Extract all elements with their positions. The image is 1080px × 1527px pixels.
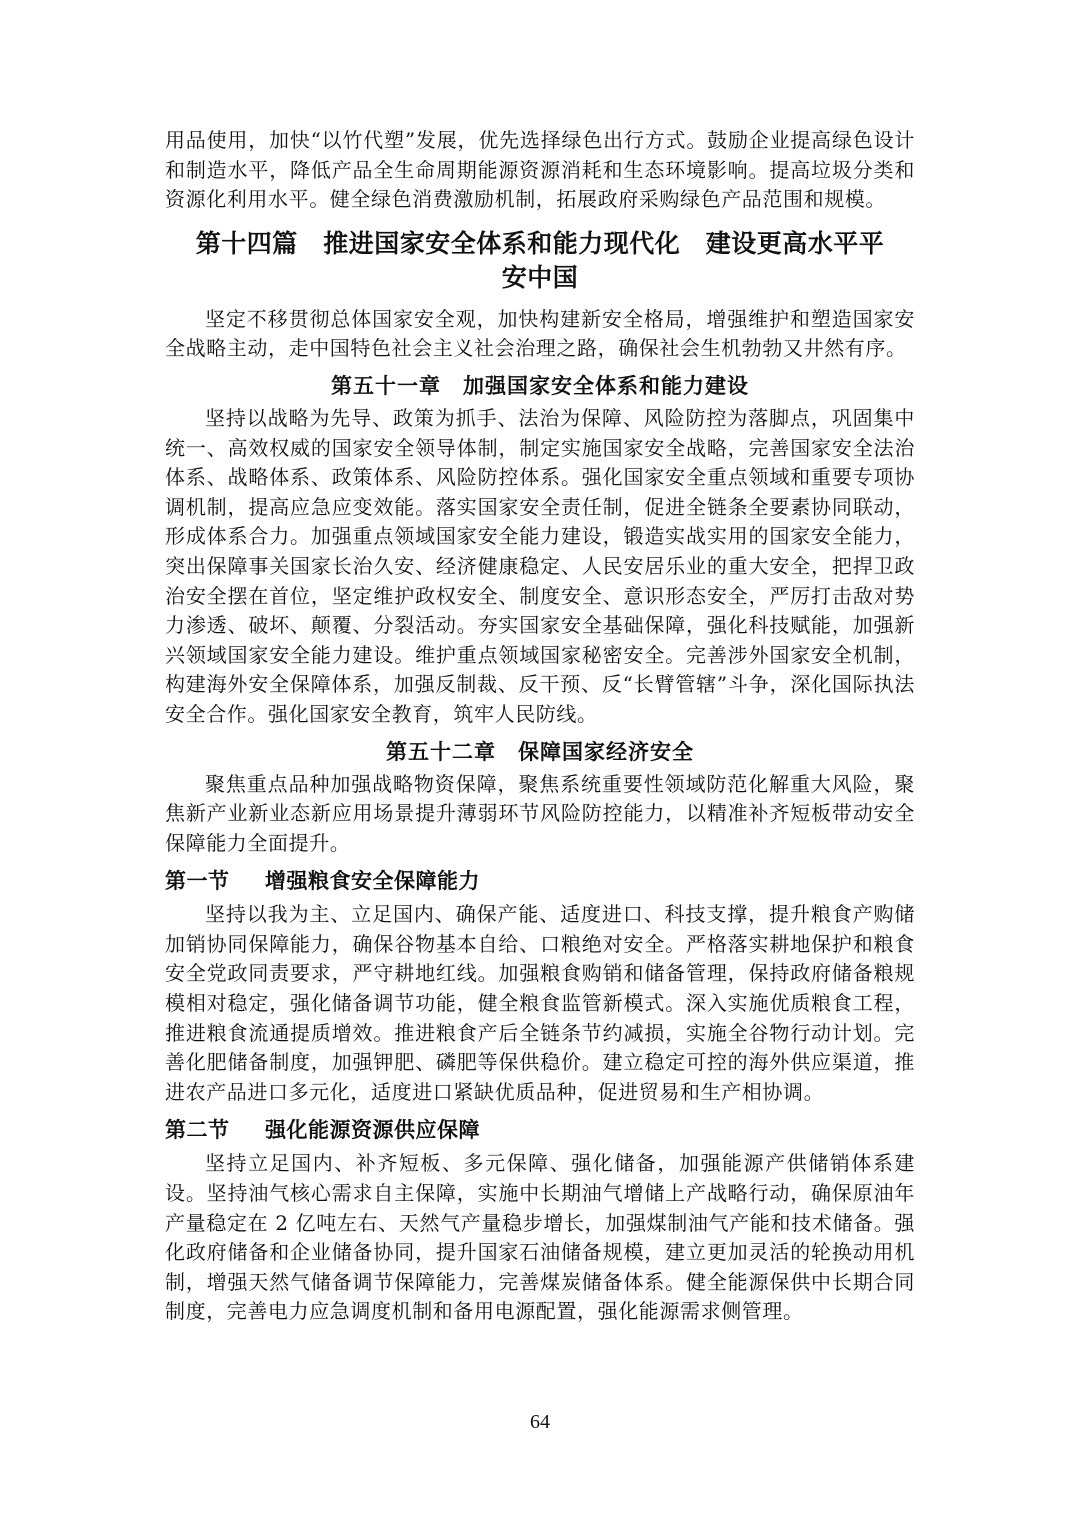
- continuation-paragraph: 用品使用，加快“以竹代塑”发展，优先选择绿色出行方式。鼓励企业提高绿色设计和制造水平，降低产品全生命周期能源资源消耗和生态环境影响。提高垃圾分类和资源化利用水平。健全绿色消费激励机制，拓展政府采购绿色产品范围和规模。: [165, 128, 915, 212]
- part-title-line1: 第十四篇 推进国家安全体系和能力现代化 建设更高水平平: [195, 228, 885, 258]
- section-2-heading: [165, 1113, 915, 1147]
- chapter-51-title: 第五十一章 加强国家安全体系和能力建设: [331, 372, 749, 398]
- part-title: [165, 227, 915, 295]
- section-1-heading: [165, 864, 915, 898]
- page-number: 64: [530, 1411, 550, 1433]
- part-intro-paragraph: 坚定不移贯彻总体国家安全观，加快构建新安全格局，增强维护和塑造国家安全战略主动，走中国特色社会主义社会治理之路，确保社会生机勃勃又井然有序。: [165, 306, 915, 361]
- section-2-title: 强化能源资源供应保障: [265, 1118, 480, 1143]
- section-2-paragraph: 坚持立足国内、补齐短板、多元保障、强化储备，加强能源产供储销体系建设。坚持油气核心需求自主保障，实施中长期油气增储上产战略行动，确保原油年产量稳定在 2 亿吨左右、天然气产量稳步增长，加强煤制油气产能和技术储备。强化政府储备和企业储备协同，提升国家石油储备规模，建立更加灵活的轮换动用机制，增强天然气储备调节保障能力，完善煤炭储备体系。健全能源保供中长期合同制度，完善电力应急调度机制和备用电源配置，强化能源需求侧管理。: [165, 1151, 915, 1324]
- document-page: [165, 126, 915, 1327]
- part-title-line2: 安中国: [501, 262, 579, 292]
- section-1-title: 增强粮食安全保障能力: [265, 869, 480, 894]
- section-1-paragraph: 坚持以我为主、立足国内、确保产能、适度进口、科技支撑，提升粮食产购储加销协同保障能力，确保谷物基本自给、口粮绝对安全。严格落实耕地保护和粮食安全党政同责要求，严守耕地红线。加强粮食购销和储备管理，保持政府储备粮规模相对稳定，强化储备调节功能，健全粮食监管新模式。深入实施优质粮食工程，推进粮食流通提质增效。推进粮食产后全链条节约减损，实施全谷物行动计划。完善化肥储备制度，加强钾肥、磷肥等保供稳价。建立稳定可控的海外供应渠道，推进农产品进口多元化，适度进口紧缺优质品种，促进贸易和生产相协调。: [165, 902, 915, 1104]
- section-1-number: 第一节: [165, 869, 230, 894]
- section-2-number: 第二节: [165, 1118, 230, 1143]
- chapter-52-title: 第五十二章 保障国家经济安全: [386, 738, 694, 764]
- chapter-51-paragraph: 坚持以战略为先导、政策为抓手、法治为保障、风险防控为落脚点，巩固集中统一、高效权威的国家安全领导体制，制定实施国家安全战略，完善国家安全法治体系、战略体系、政策体系、风险防控体系。强化国家安全重点领域和重要专项协调机制，提高应急应变效能。落实国家安全责任制，促进全链条全要素协同联动，形成体系合力。加强重点领域国家安全能力建设，锻造实战实用的国家安全能力，突出保障事关国家长治久安、经济健康稳定、人民安居乐业的重大安全，把捍卫政治安全摆在首位，坚定维护政权安全、制度安全、意识形态安全，严厉打击敌对势力渗透、破坏、颠覆、分裂活动。夯实国家安全基础保障，强化科技赋能，加强新兴领域国家安全能力建设。维护重点领域国家秘密安全。完善涉外国家安全机制，构建海外安全保障体系，加强反制裁、反干预、反“长臂管辖”斗争，深化国际执法安全合作。强化国家安全教育，筑牢人民防线。: [165, 405, 915, 726]
- chapter-52-paragraph: 聚焦重点品种加强战略物资保障，聚焦系统重要性领域防范化解重大风险，聚焦新产业新业态新应用场景提升薄弱环节风险防控能力，以精准补齐短板带动安全保障能力全面提升。: [165, 771, 915, 855]
